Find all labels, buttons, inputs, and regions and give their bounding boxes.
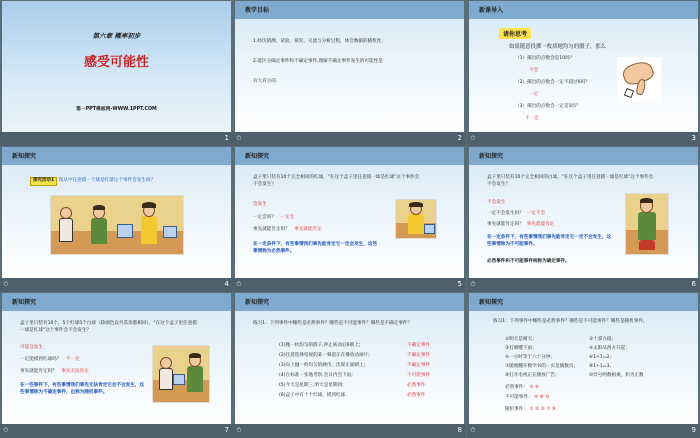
objective-line-3: 有大有小的. — [253, 79, 278, 84]
slide-number: 3 — [691, 134, 696, 142]
slide-footer — [467, 132, 700, 146]
slide-heading: 新知探究 — [479, 299, 504, 306]
slide-number: 8 — [457, 426, 462, 434]
site-credit: 第一PPT模板网-WWW.1PPT.COM — [76, 107, 157, 112]
question-item-3: （3）掷出的点数会一定是1吗？ — [515, 104, 581, 109]
slide-number: 6 — [691, 280, 696, 288]
slide-thumbnail-9[interactable] — [467, 292, 700, 438]
question-text: 如果随意投掷一枚质地均匀的骰子，那么 — [509, 44, 607, 50]
option-8: ⑧1+1=3； — [589, 364, 615, 369]
slide-canvas — [235, 1, 464, 132]
slide-footer — [467, 424, 700, 438]
slide-footer — [467, 278, 700, 292]
answer-1: 可能会发生 — [20, 345, 43, 350]
transition-star-icon: ✩ — [3, 426, 9, 434]
summary-text: 必然事件和不可能事件统称为确定事件。 — [487, 259, 570, 264]
exercise-answer-3: 不确定事件 — [407, 363, 430, 368]
transition-star-icon: ✩ — [236, 134, 242, 142]
slide-footer — [0, 424, 233, 438]
activity-line — [30, 177, 155, 186]
exercise-answer-1: 不确定事件 — [407, 343, 430, 348]
option-10: ⑩异号两数相乘，积为正数 — [589, 373, 644, 378]
activity-tag: 探究活动1 — [30, 177, 57, 186]
exercise-answer-5: 必然事件 — [407, 383, 426, 388]
slide-header-bar — [469, 147, 698, 165]
exercise-item-3: (3)向上抛一枚均匀的硬币，出现正面朝上; — [279, 363, 366, 368]
slide-thumbnail-4[interactable] — [0, 146, 233, 292]
transition-star-icon: ✩ — [470, 280, 476, 288]
slide-heading: 新知探究 — [245, 299, 270, 306]
slide-thumbnail-3[interactable] — [467, 0, 700, 146]
exercise-text: 练习1：下列事件中哪些是必然事件？哪些是不可能事件？哪些是不确定事件？ — [253, 321, 413, 326]
intro-text: 盒子里只装有10个完全相同的白球，"在这个盒子里任意摸一球是红球"这个事件会不会发生？ — [487, 175, 654, 187]
slide-header-bar — [235, 293, 464, 311]
transition-star-icon: ✩ — [236, 280, 242, 288]
slide-header-bar — [2, 147, 231, 165]
slide-number: 4 — [224, 280, 229, 288]
exercise-answer-4: 不可能事件 — [407, 373, 430, 378]
question-3: 事先就能肯定吗？ 事先无法肯定 — [20, 369, 89, 374]
option-1: ①明天是晴天； — [505, 337, 537, 342]
classroom-illustration — [50, 195, 184, 255]
slide-thumbnail-8[interactable] — [233, 292, 466, 438]
slide-canvas — [2, 1, 231, 132]
answer-3: 不一定 — [525, 116, 539, 121]
conclusion-text: 在一定条件下，有些事情我们事先能肯定它一定不会发生，这些事情称为不可能事件。 — [487, 235, 612, 247]
slide-header-bar — [469, 293, 698, 311]
impossible-answer: 不可能事件： ④ ⑧ ⑩ — [505, 395, 550, 400]
main-title: 感受可能性 — [83, 55, 149, 70]
slide-thumbnail-6[interactable] — [467, 146, 700, 292]
answer-1: 不会 — [529, 68, 539, 73]
slide-heading: 新知探究 — [245, 153, 270, 160]
option-6: ⑥1+1=2； — [589, 355, 615, 360]
student-illustration — [395, 199, 437, 239]
slide-number: 7 — [224, 426, 229, 434]
question-2: 一定能摸到红球吗？ 不一定 — [20, 357, 80, 362]
slide-footer — [233, 278, 466, 292]
exercise-answer-2: 不确定事件 — [407, 353, 430, 358]
answer-1: 会发生 — [253, 202, 267, 207]
slide-heading: 新知探究 — [12, 299, 37, 306]
slide-thumbnail-7[interactable] — [0, 292, 233, 438]
slide-canvas — [2, 147, 231, 278]
slide-number: 5 — [457, 280, 462, 288]
exercise-item-4: (4)在标准一张地考察,会日内会下雨; — [279, 373, 353, 378]
conclusion-text: 在一些事件下，有些事情我们事先无法肯定它会不会发生，这些事情称为不确定事件，也称为随机事件。 — [20, 383, 145, 395]
exercise-text: 练习1：下列事件中哪些是必然事件？哪些是不可能事件？哪些是随机事件。 — [493, 319, 648, 324]
conclusion-text: 在一定条件下，有些事情我们事先能肯定它一定会发生，这些事情称为必然事件。 — [253, 242, 378, 254]
slide-footer — [233, 132, 466, 146]
option-9: ⑨打开电视正在播放广告； — [505, 373, 560, 378]
chapter-title: 第六章 概率初步 — [92, 32, 141, 40]
exercise-answer-6: 必然事件 — [407, 393, 426, 398]
slide-canvas — [235, 147, 464, 278]
question-2: 一定不会发生吗？ 一定不会 — [487, 211, 546, 216]
question-item-2: （2）掷出的点数会一定不超过6吗？ — [515, 80, 590, 85]
slide-thumbnail-5[interactable] — [233, 146, 466, 292]
exercise-item-1: (1)抛一枚均匀的骰子,停止转动后6朝上; — [279, 343, 361, 348]
transition-star-icon: ✩ — [470, 134, 476, 142]
slide-canvas — [235, 293, 464, 424]
slide-footer — [0, 278, 233, 292]
option-7: ⑦随便翻开数学书的一页是偶数页； — [505, 364, 579, 369]
slide-heading: 新课导入 — [479, 7, 504, 14]
activity-question: 现从中任意摸一个球是红球这个事件会发生吗？ — [58, 178, 156, 183]
slide-header-bar — [235, 1, 464, 19]
slide-header-bar — [235, 147, 464, 165]
question-3: 事先就能肯定吗？ 事先就能肯定 — [253, 227, 322, 232]
hand-dice-image — [617, 57, 661, 103]
option-2: ②十拿九稳； — [589, 337, 617, 342]
answer-2: 一定 — [529, 92, 539, 97]
slide-canvas — [469, 293, 698, 424]
option-3: ③打喷嚏下雨； — [505, 346, 537, 351]
objective-line-2: 2.能区分确定事件和不确定事件,理解不确定事件发生的可能性是 — [253, 59, 383, 64]
slide-heading: 教学目标 — [245, 7, 270, 14]
slide-heading: 新知探究 — [12, 153, 37, 160]
slide-thumbnail-2[interactable] — [233, 0, 466, 146]
think-badge: 请你思考 — [499, 28, 531, 39]
slide-footer — [233, 424, 466, 438]
slide-number: 2 — [457, 134, 462, 142]
transition-star-icon: ✩ — [236, 426, 242, 434]
slide-canvas — [469, 1, 698, 132]
option-5: ⑤一小时等于六十分钟； — [505, 355, 556, 360]
question-item-1: （1）掷出的点数会是10吗？ — [515, 56, 575, 61]
option-4: ④太阳从西方升起； — [589, 346, 630, 351]
objective-line-1: 1.经历猜测、试验、探究、交流与分析过程，体会数据的随机性. — [253, 39, 383, 44]
exercise-item-5: (5)今天是星期三,明天是星期四; — [279, 383, 344, 388]
answer-1: 不会发生 — [487, 200, 506, 205]
slide-header-bar — [2, 293, 231, 311]
must-answer: 必然事件： ⑤ ⑥ — [505, 385, 540, 390]
transition-star-icon: ✩ — [3, 280, 9, 288]
intro-text: 盒子里只装有10个完全相同的红球，"在这个盒子里任意摸一球是红球"这个事件会不会发生？ — [253, 175, 420, 187]
slide-thumbnail-1[interactable] — [0, 0, 233, 146]
slide-number: 9 — [691, 426, 696, 434]
question-3: 事先就能肯定吗？ 事先就能肯定 — [487, 222, 555, 227]
slide-header-bar — [469, 1, 698, 19]
random-answer: 随机事件： ① ② ③ ⑦ ⑨ — [505, 407, 556, 412]
question-2: 一定会吗？ 一定会 — [253, 215, 295, 220]
transition-star-icon: ✩ — [470, 426, 476, 434]
student-illustration — [625, 193, 669, 255]
exercise-item-2: (2)任意选择电视的某一频道正在播放动画片; — [279, 353, 370, 358]
exercise-item-6: (6)盒子中有十个红球，摸到红球. — [279, 393, 347, 398]
slide-canvas — [469, 147, 698, 278]
intro-text: 盒子里只装有10个，5个红球5个白球（除颜色以外其余都相同），"在这个盒子里任意摸一球是红球"这个事件会不会发生？ — [20, 321, 197, 333]
students-illustration — [152, 345, 210, 403]
slide-number: 1 — [224, 134, 229, 142]
slide-footer — [0, 132, 233, 146]
slide-canvas — [2, 293, 231, 424]
slide-heading: 新知探究 — [479, 153, 504, 160]
